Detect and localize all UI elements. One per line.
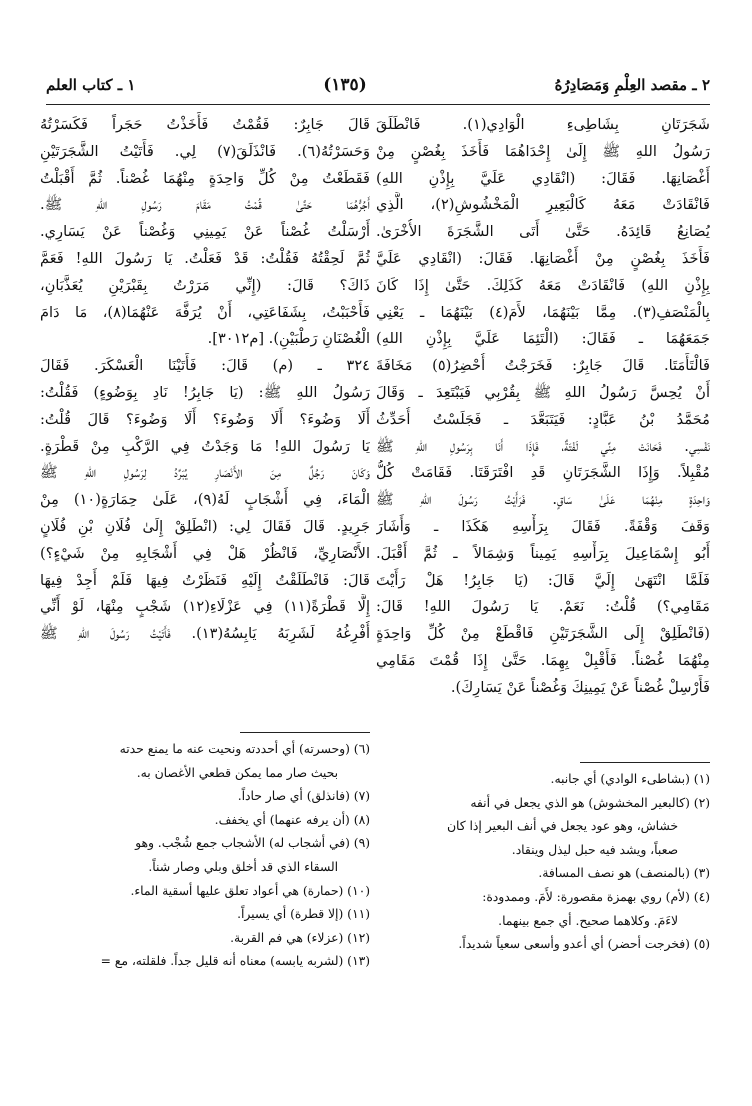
page-number: (١٣٥) bbox=[323, 75, 367, 95]
text-line: أَجُرُّهُمَا حَتَّىٰ قُمْتُ مَقَامَ رَسُولِ اللهِ ﷺ. bbox=[40, 196, 370, 214]
text-line: أَنْ يُحِسَّ رَسُولُ اللهِ ﷺ بِقُرْبِي فَيَبْتَعِدَ ـ وَقَالَ bbox=[376, 383, 710, 401]
text-line: أَلَا وَضُوءَ؟ أَلَا وَضُوءَ؟ أَلَا وَضُوءَ؟ قَالَ قُلْتُ: bbox=[40, 410, 370, 428]
text-line: رَسُولُ اللهِ ﷺ إِلَىٰ إِحْدَاهُمَا فَأَخَذَ بِغُصْنٍ مِنْ bbox=[376, 142, 710, 160]
text-line: فَلَمَّا انْتَهَىٰ إِلَيَّ قَالَ: (يَا جَابِرُ! هَلْ رَأَيْتَ bbox=[376, 571, 710, 589]
text-line: جَرِيدٍ. قَالَ فَقَالَ لِي: (انْطَلِقْ إِلَىٰ فُلَانِ بْنِ فُلَانٍ bbox=[40, 517, 370, 535]
text-line: مُحَمَّدُ بْنُ عَبَّادٍ: فَيَتَبَعَّدَ ـ فَجَلَسْتُ أُحَدِّثُ bbox=[376, 410, 710, 428]
text-line: رَسُولُ اللهِ ﷺ: (يَا جَابِرُ! نَادِ بِوَضُوءٍ) فَقُلْتُ: bbox=[40, 383, 370, 401]
text-line: ثُمَّ لَحِقْتُهُ فَقُلْتُ: قَدْ فَعَلْتُ. يَا رَسُولَ اللهِ! فَعَمَّ bbox=[40, 249, 370, 267]
text-line: مَقَامِي؟) قُلْتُ: نَعَمْ. يَا رَسُولَ اللهِ! قَالَ: bbox=[376, 598, 710, 616]
text-line: يَا رَسُولَ اللهِ! مَا وَجَدْتُ فِي الرَّكْبِ مِنْ قَطْرَةٍ. bbox=[40, 437, 370, 455]
footnote: (١٠) (حمارة) هي أعواد تعلق عليها أسقية الماء. bbox=[130, 883, 370, 898]
footnote: (٨) (أن يرفه عنهما) أي يخفف. bbox=[214, 812, 370, 827]
footnote-separator bbox=[240, 732, 370, 733]
text-line: فَأَحْبَبْتُ، بِشَفَاعَتِي، أَنْ يُرَفَّهَ عَنْهُمَا(٨)، مَا دَامَ bbox=[40, 303, 370, 321]
text-line: بِالْمَنْصَفِ(٣). مِمَّا بَيْنَهُمَا، لأَمَ(٤) بَيْنَهُمَا ـ يَعْنِي bbox=[376, 303, 710, 321]
text-line: فَقَطَعْتُ مِنْ كُلِّ وَاحِدَةٍ مِنْهُمَا غُصْناً. ثُمَّ أَقْبَلْتُ bbox=[40, 169, 370, 187]
text-line: مُقْبِلاً. وَإِذَا الشَّجَرَتَانِ قَدِ افْتَرَقَتَا. فَقَامَتْ كُلُّ bbox=[376, 464, 710, 482]
footnote-continuation: السقاء الذي قد أخلق وبلي وصار شناً. bbox=[148, 859, 338, 874]
text-line: الْغُصْنَانِ رَطْبَيْنِ). [م٣٠١٢]. bbox=[207, 330, 370, 348]
footnote-separator bbox=[580, 762, 710, 763]
footnote: (١) (بشاطىء الوادي) أي جانبه. bbox=[550, 772, 710, 786]
text-line: نَفْسِي. فَحَانَتْ مِنِّي لَفْتَةٌ، فَإِذَا أَنَا بِرَسُولِ اللهِ ﷺ bbox=[376, 437, 710, 455]
footnote: (٧) (فانذلق) أي صار حاداً. bbox=[237, 789, 370, 804]
text-line: فَانْقَادَتْ مَعَهُ كَالْبَعِيرِ الْمَخْشُوشِ(٢)، الَّذِي bbox=[376, 196, 710, 214]
footnote: (٤) (لأم) روي بهمزة مقصورة: لأَمَ. وممدودة: bbox=[482, 889, 710, 904]
text-line: (فَانْطَلِقْ إِلَى الشَّجَرَتَيْنِ فَاقْطَعْ مِنْ كُلِّ وَاحِدَةٍ bbox=[376, 625, 710, 643]
footnote-continuation: خشاش، وهو عود يجعل في أنف البعير إذا كان bbox=[446, 819, 678, 834]
text-line: الأَنْصَارِيِّ، فَانْظُرْ هَلْ فِي أَشْجَابِهِ مِنْ شَيْءٍ؟) bbox=[40, 544, 370, 562]
footnote: (٢) (كالبعير المخشوش) هو الذي يجعل في أنفه bbox=[470, 795, 710, 810]
text-line: أَرْسَلْتُ غُصْناً عَنْ يَمِينِي وَغُصْناً عَنْ يَسَارِي. bbox=[40, 223, 370, 241]
footnote-continuation: لاءَمَ. وكلاهما صحيح. أي جمع بينهما. bbox=[498, 913, 678, 928]
text-line: أُفْرِغُهُ لَشَرِبَهُ يَابِسُهُ(١٣). فَأَتَيْتُ رَسُولَ اللهِ ﷺ bbox=[40, 625, 370, 643]
page-header bbox=[46, 70, 710, 100]
text-line: وَقَفَ وَقْفَةً. فَقَالَ بِرَأْسِهِ هَكَذَا ـ وَأَشَارَ bbox=[376, 517, 710, 535]
footnote: (٩) (في أشجاب له) الأشجاب جمع شُجْب. وهو bbox=[135, 836, 370, 851]
footnote: (١١) (إلا قطرة) أي يسيراً. bbox=[237, 907, 370, 922]
footnote: (١٣) (لشربه يابسه) معناه أنه قليل جداً. فلقلته، مع = bbox=[100, 954, 370, 969]
text-line: يُصَانِعُ قَائِدَهُ. حَتَّىٰ أَتَى الشَّجَرَةَ الأُخْرَىٰ. bbox=[376, 223, 710, 241]
footnote-continuation: بحيث صار مما يمكن قطعي الأغصان به. bbox=[136, 765, 338, 780]
text-line: وَحَسَرْتُهُ(٦). فَانْذَلَقَ(٧) لِي. فَأَتَيْتُ الشَّجَرَتَيْنِ bbox=[40, 142, 370, 160]
text-line: أَبُو إِسْمَاعِيلَ بِرَأْسِهِ يَمِيناً وَشِمَالاً ـ ثُمَّ أَقْبَلَ. bbox=[376, 544, 710, 562]
text-line: فَأَرْسِلْ غُصْناً عَنْ يَمِينِكَ وَغُصْناً عَنْ يَسَارِكَ). bbox=[450, 678, 710, 696]
text-line: مِنْهُمَا غُصْناً. فَأَقْبِلْ بِهِمَا. حَتَّىٰ إِذَا قُمْتَ مَقَامِي bbox=[376, 651, 710, 669]
right-footnotes bbox=[376, 768, 710, 957]
left-text-column bbox=[40, 112, 370, 757]
footnote-continuation: صعباً، ويشد فيه حبل ليذل وينقاد. bbox=[511, 842, 678, 857]
text-line: جَمَعَهُمَا ـ فَقَالَ: (الْتَئِمَا عَلَيَّ بِإِذْنِ اللهِ) bbox=[376, 330, 710, 348]
footnote: (٥) (فخرجت أحضر) أي أعدو وأسعى سعياً شديداً. bbox=[458, 937, 710, 952]
text-line: ذَاكَ؟ قَالَ: (إِنِّي مَرَرْتُ بِقَبْرَيْنِ يُعَذَّبَانِ، bbox=[40, 276, 370, 294]
text-line: وَاحِدَةٍ مِنْهُمَا عَلَىٰ سَاقٍ. فَرَأَيْتُ رَسُولَ اللهِ ﷺ bbox=[376, 491, 710, 509]
header-rule bbox=[46, 104, 710, 105]
text-line: أَغْصَانِهَا. فَقَالَ: (انْقَادِي عَلَيَّ بِإِذْنِ اللهِ) bbox=[376, 169, 710, 187]
book-title: ١ ـ كتاب العلم bbox=[46, 76, 136, 94]
footnote: (٣) (بالمنصف) هو نصف المسافة. bbox=[538, 866, 710, 881]
right-text-column bbox=[376, 112, 710, 757]
text-line: فَأَخَذَ بِغُصْنٍ مِنْ أَغْصَانِهَا. فَقَالَ: (انْقَادِي عَلَيَّ bbox=[376, 249, 710, 267]
text-line: إِلَّا قَطْرَةً(١١) فِي عَزْلَاءِ(١٢) شَجْبٍ مِنْهَا، لَوْ أَنِّي bbox=[40, 598, 370, 616]
text-line: الْمَاءَ، فِي أَشْجَابٍ لَهُ(٩)، عَلَىٰ حِمَارَةٍ(١٠) مِنْ bbox=[40, 491, 370, 509]
text-line: شَجَرَتَانِ بِشَاطِىءِ الْوَادِي(١). فَانْطَلَقَ bbox=[376, 116, 710, 133]
footnote: (٦) (وحسرته) أي أحددته ونحيت عنه ما يمنع حدته bbox=[119, 742, 370, 756]
footnote: (١٢) (عزلاء) هي فم القربة. bbox=[230, 930, 370, 945]
left-footnotes bbox=[40, 738, 370, 974]
text-line: قَالَ جَابِرٌ: فَقُمْتُ فَأَخَذْتُ حَجَراً فَكَسَرْتُهُ bbox=[40, 116, 370, 133]
text-line: قَالَ: فَانْطَلَقْتُ إِلَيْهِ فَنَظَرْتُ فِيهَا فَلَمْ أَجِدْ فِيهَا bbox=[40, 571, 370, 589]
section-title: ٢ ـ مقصد العِلْمِ وَمَصَادِرُهُ bbox=[554, 76, 710, 94]
hadith-number-line: ٣٢٤ ـ (م) قَالَ: فَأَتَيْنَا الْعَسْكَرَ. فَقَالَ bbox=[40, 357, 370, 375]
text-line: بِإِذْنِ اللهِ) فَانْقَادَتْ مَعَهُ كَذَلِكَ. حَتَّىٰ إِذَا كَانَ bbox=[376, 276, 710, 294]
text-line: فَالْتَأَمَتَا. قَالَ جَابِرٌ: فَخَرَجْتُ أُحْضِرُ(٥) مَخَافَةَ bbox=[376, 357, 710, 375]
text-line: وَكَانَ رَجُلٌ مِنَ الأَنْصَارِ يُبَرِّدُ لِرَسُولِ اللهِ ﷺ bbox=[40, 464, 370, 482]
